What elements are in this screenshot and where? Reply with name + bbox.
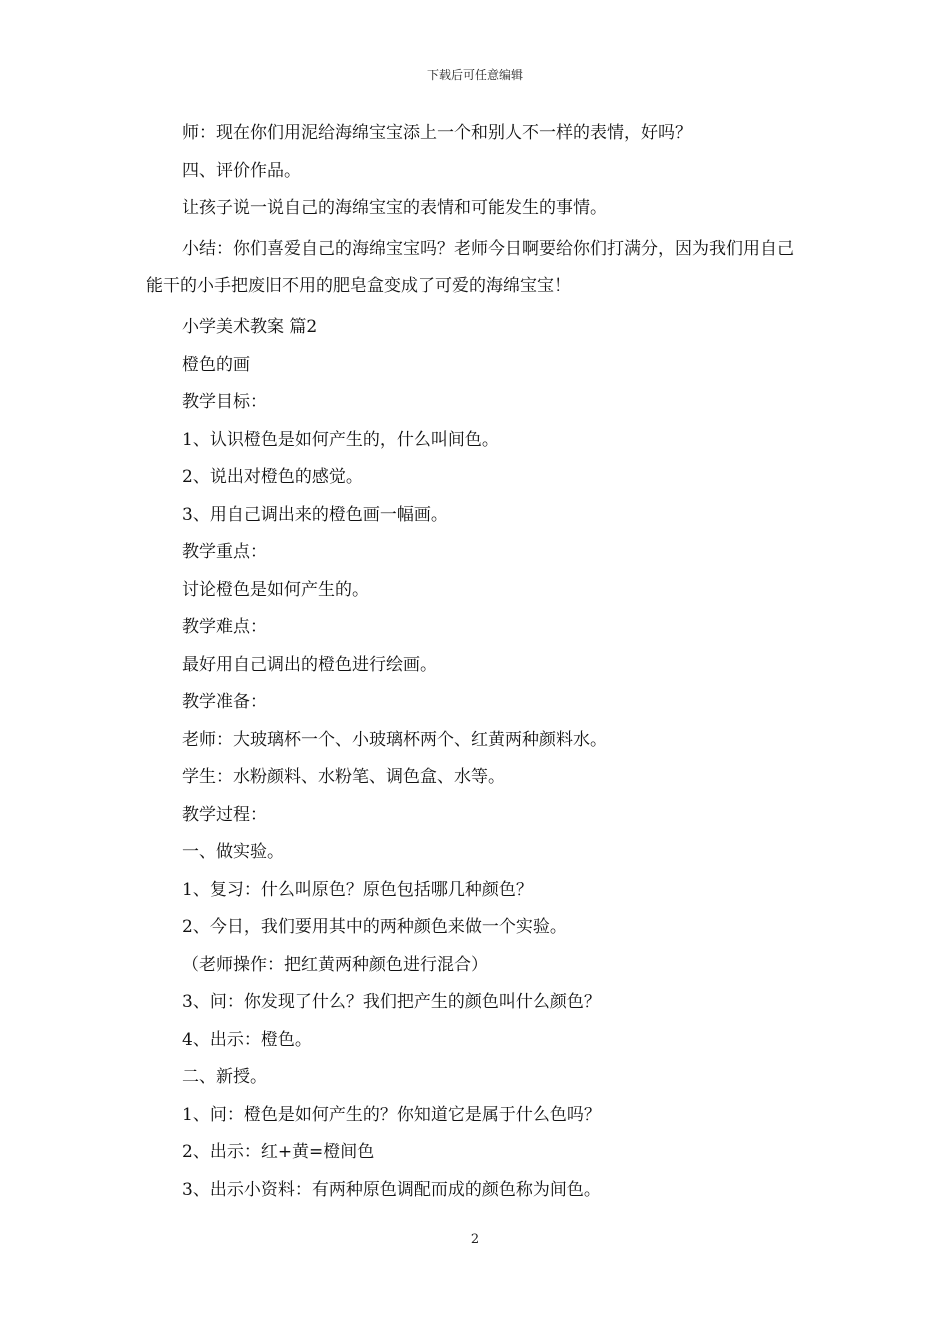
paragraph: 最好用自己调出的橙色进行绘画。 [182, 654, 437, 675]
paragraph: 3、用自己调出来的橙色画一幅画。 [182, 504, 448, 525]
paragraph: 四、评价作品。 [182, 160, 301, 181]
page-header: 下载后可任意编辑 [426, 68, 523, 82]
paragraph: 让孩子说一说自己的海绵宝宝的表情和可能发生的事情。 [182, 198, 607, 218]
paragraph: 学生：水粉颜料、水粉笔、调色盒、水等。 [182, 767, 505, 787]
paragraph: 一、做实验。 [182, 842, 284, 862]
document-body [146, 118, 810, 1212]
paragraph: 1、复习：什么叫原色？原色包括哪几种颜色？ [182, 879, 533, 900]
paragraph: 3、出示小资料：有两种原色调配而成的颜色称为间色。 [182, 1179, 601, 1200]
paragraph: （老师操作：把红黄两种颜色进行混合） [182, 954, 488, 975]
paragraph: 教学过程： [182, 804, 267, 825]
paragraph: 教学目标： [182, 392, 267, 412]
paragraph: 二、新授。 [182, 1067, 267, 1087]
paragraph: 1、认识橙色是如何产生的，什么叫间色。 [182, 429, 499, 450]
section-title: 小学美术教案 篇2 [182, 317, 318, 337]
lesson-title: 橙色的画 [182, 354, 250, 375]
paragraph: 4、出示：橙色。 [182, 1029, 312, 1050]
page-number: 2 [470, 1232, 480, 1247]
paragraph: 2、说出对橙色的感觉。 [182, 467, 363, 487]
paragraph: 师：现在你们用泥给海绵宝宝添上一个和别人不一样的表情，好吗？ [182, 123, 692, 143]
paragraph: 2、今日，我们要用其中的两种颜色来做一个实验。 [182, 917, 567, 937]
paragraph: 教学难点： [182, 617, 267, 637]
paragraph: 2、出示：红+黄=橙间色 [182, 1142, 375, 1162]
paragraph: 3、问：你发现了什么？我们把产生的颜色叫什么颜色？ [182, 992, 601, 1012]
paragraph: 教学准备： [182, 692, 267, 712]
paragraph: 讨论橙色是如何产生的。 [182, 579, 369, 600]
paragraph: 1、问：橙色是如何产生的？你知道它是属于什么色吗？ [182, 1104, 601, 1125]
paragraph: 老师：大玻璃杯一个、小玻璃杯两个、红黄两种颜料水。 [182, 729, 607, 750]
paragraph: 教学重点： [182, 542, 267, 562]
paragraph: 小结：你们喜爱自己的海绵宝宝吗？老师今日啊要给你们打满分，因为我们用自己能干的小手把废旧不用的肥皂盒变成了可爱的海绵宝宝！ [146, 238, 794, 296]
